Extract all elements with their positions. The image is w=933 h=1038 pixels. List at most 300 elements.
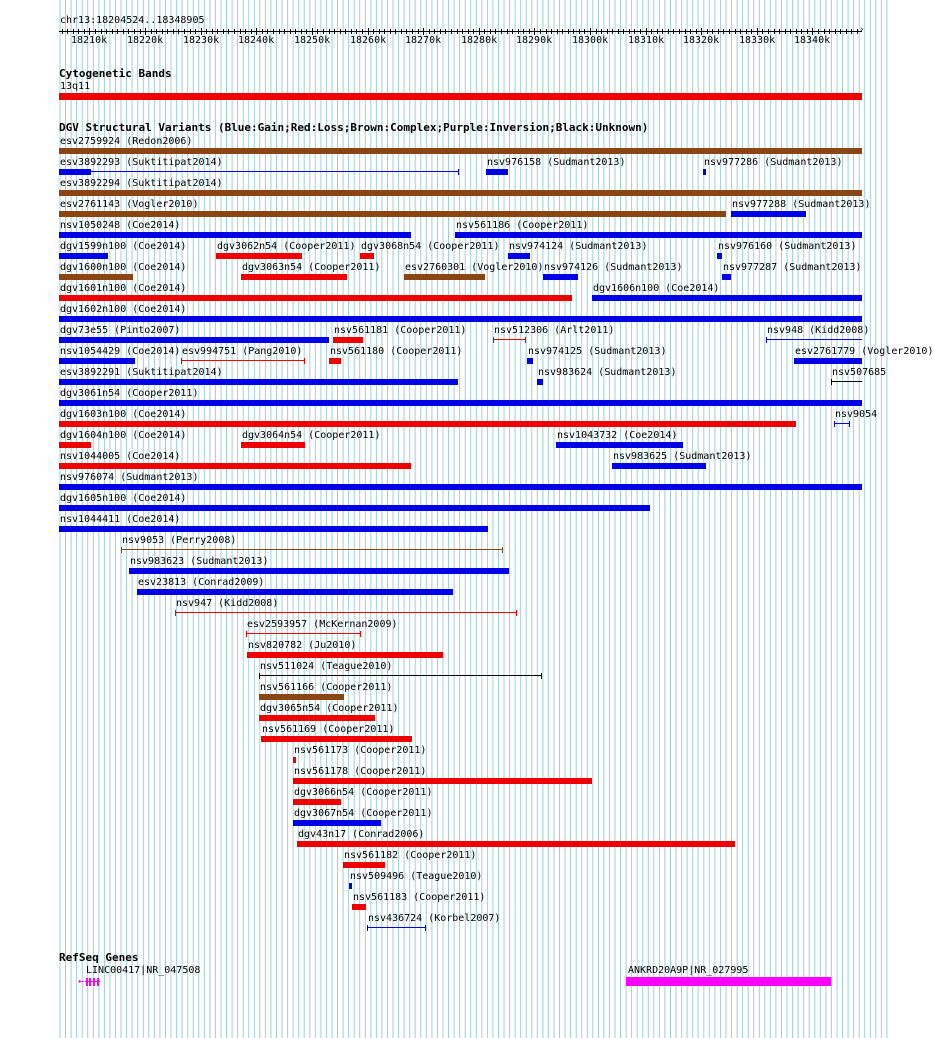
dgv-feature-bar[interactable]: [333, 337, 363, 343]
ruler-minor-tick: [462, 29, 463, 34]
dgv-feature-endcap: [831, 379, 832, 385]
dgv-feature-bar[interactable]: [527, 358, 533, 364]
ruler-minor-tick: [329, 29, 330, 34]
ruler-minor-tick: [140, 29, 141, 34]
ruler-minor-tick: [217, 29, 218, 34]
ruler-tick-label: 18340k: [794, 35, 831, 46]
ruler-minor-tick: [323, 29, 324, 34]
ruler-tick-label: 18230k: [183, 35, 220, 46]
dgv-feature-label[interactable]: nsv974125 (Sudmant2013): [528, 346, 667, 357]
dgv-feature-interval-line[interactable]: [246, 633, 360, 634]
dgv-feature-label[interactable]: dgv73e55 (Pinto2007): [60, 325, 181, 336]
ruler-minor-tick: [523, 29, 524, 34]
ruler-minor-tick: [562, 29, 563, 34]
ruler-minor-tick: [273, 29, 274, 34]
ruler-minor-tick: [251, 29, 252, 34]
ruler-tick-label: 18220k: [127, 35, 164, 46]
ruler-tick-label: 18260k: [350, 35, 387, 46]
dgv-feature-bar[interactable]: [216, 253, 302, 259]
ruler-axis: [59, 31, 862, 32]
cytoband-bar[interactable]: [59, 93, 862, 100]
dgv-feature-label[interactable]: nsv983623 (Sudmant2013): [130, 556, 269, 567]
dgv-feature-gap-line[interactable]: [91, 171, 458, 172]
ruler-tick-label: 18280k: [461, 35, 498, 46]
ruler-minor-tick: [356, 29, 357, 34]
dgv-track-title: DGV Structural Variants (Blue:Gain;Red:Loss;Brown:Complex;Purple:Inversion;Black:Unknown): [59, 121, 649, 134]
dgv-feature-bar[interactable]: [59, 463, 411, 469]
ruler-minor-tick: [835, 29, 836, 34]
ruler-major-tick: [368, 28, 369, 35]
dgv-feature-bar[interactable]: [703, 169, 706, 175]
dgv-feature-bar[interactable]: [261, 736, 412, 742]
dgv-feature-label[interactable]: dgv1600n100 (Coe2014): [60, 262, 187, 273]
ruler-minor-tick: [340, 29, 341, 34]
ruler-minor-tick: [334, 29, 335, 34]
dgv-feature-bar[interactable]: [794, 358, 862, 364]
ruler-minor-tick: [112, 29, 113, 34]
ruler-minor-tick: [167, 29, 168, 34]
dgv-feature-endcap: [425, 925, 426, 931]
dgv-feature-endcap: [502, 547, 503, 553]
ruler-tick-label: 18330k: [739, 35, 776, 46]
dgv-feature-bar[interactable]: [59, 358, 135, 364]
dgv-feature-endcap: [367, 925, 368, 931]
dgv-feature-label[interactable]: nsv947 (Kidd2008): [176, 598, 279, 609]
dgv-feature-bar[interactable]: [612, 463, 706, 469]
dgv-feature-endcap: [360, 631, 361, 637]
dgv-feature-bar[interactable]: [293, 799, 341, 805]
ruler-minor-tick: [223, 29, 224, 34]
ruler-minor-tick: [507, 29, 508, 34]
ruler-minor-tick: [818, 29, 819, 34]
dgv-feature-label[interactable]: nsv561183 (Cooper2011): [353, 892, 486, 903]
ruler-minor-tick: [623, 29, 624, 34]
dgv-feature-bar[interactable]: [404, 274, 485, 280]
ruler-minor-tick: [546, 29, 547, 34]
ruler-minor-tick: [173, 29, 174, 34]
dgv-feature-bar[interactable]: [537, 379, 543, 385]
ruler-minor-tick: [390, 29, 391, 34]
dgv-feature-label[interactable]: nsv511024 (Teague2010): [260, 661, 393, 672]
dgv-feature-bar[interactable]: [259, 715, 375, 721]
ruler-major-tick: [590, 28, 591, 35]
dgv-feature-bar[interactable]: [129, 568, 509, 574]
dgv-feature-bar[interactable]: [59, 379, 458, 385]
ruler-minor-tick: [551, 29, 552, 34]
ruler-minor-tick: [440, 29, 441, 34]
ruler-minor-tick: [568, 29, 569, 34]
ruler-minor-tick: [735, 29, 736, 34]
ruler-minor-tick: [184, 29, 185, 34]
ruler-minor-tick: [362, 29, 363, 34]
dgv-feature-endcap: [516, 610, 517, 616]
ruler-minor-tick: [512, 29, 513, 34]
dgv-feature-label[interactable]: nsv974124 (Sudmant2013): [509, 241, 648, 252]
ruler-minor-tick: [379, 29, 380, 34]
ruler-minor-tick: [673, 29, 674, 34]
dgv-feature-bar[interactable]: [59, 232, 411, 238]
dgv-feature-bar[interactable]: [137, 589, 453, 595]
dgv-feature-bar[interactable]: [59, 253, 108, 259]
dgv-feature-label[interactable]: nsv948 (Kidd2008): [767, 325, 870, 336]
dgv-feature-label[interactable]: esv2761143 (Vogler2010): [60, 199, 199, 210]
dgv-feature-endcap: [304, 358, 305, 364]
dgv-feature-label[interactable]: dgv1604n100 (Coe2014): [60, 430, 187, 441]
dgv-feature-bar[interactable]: [259, 694, 344, 700]
ruler-minor-tick: [151, 29, 152, 34]
ruler-minor-tick: [128, 29, 129, 34]
ruler-major-tick: [812, 28, 813, 35]
dgv-feature-bar[interactable]: [293, 757, 296, 763]
dgv-feature-bar[interactable]: [59, 442, 91, 448]
dgv-feature-label[interactable]: nsv9053 (Perry2008): [122, 535, 237, 546]
ruler-minor-tick: [279, 29, 280, 34]
ruler-minor-tick: [306, 29, 307, 34]
ruler-minor-tick: [106, 29, 107, 34]
ruler-minor-tick: [206, 29, 207, 34]
dgv-feature-bar[interactable]: [349, 883, 352, 889]
dgv-feature-label[interactable]: nsv512306 (Arlt2011): [494, 325, 615, 336]
dgv-feature-bar[interactable]: [59, 211, 726, 217]
ruler-minor-tick: [73, 29, 74, 34]
ruler-minor-tick: [573, 29, 574, 34]
dgv-feature-bar[interactable]: [329, 358, 341, 364]
ruler-minor-tick: [824, 29, 825, 34]
ruler-minor-tick: [373, 29, 374, 34]
dgv-feature-label[interactable]: nsv974126 (Sudmant2013): [544, 262, 683, 273]
dgv-feature-label[interactable]: nsv561181 (Cooper2011): [334, 325, 467, 336]
ruler-major-tick: [312, 28, 313, 35]
dgv-feature-interval-line[interactable]: [834, 423, 849, 424]
dgv-feature-bar[interactable]: [59, 505, 650, 511]
ruler-minor-tick: [774, 29, 775, 34]
ruler-minor-tick: [796, 29, 797, 34]
dgv-feature-label[interactable]: nsv561186 (Cooper2011): [456, 220, 589, 231]
dgv-feature-label[interactable]: esv3892293 (Suktitipat2014): [60, 157, 223, 168]
dgv-feature-label[interactable]: dgv1602n100 (Coe2014): [60, 304, 187, 315]
dgv-feature-label[interactable]: nsv977286 (Sudmant2013): [704, 157, 843, 168]
ruler-minor-tick: [640, 29, 641, 34]
dgv-feature-label[interactable]: dgv3066n54 (Cooper2011): [294, 787, 433, 798]
ruler-minor-tick: [84, 29, 85, 34]
dgv-feature-label[interactable]: nsv1044411 (Coe2014): [60, 514, 181, 525]
ruler-minor-tick: [195, 29, 196, 34]
dgv-feature-bar[interactable]: [59, 421, 796, 427]
ruler-minor-tick: [607, 29, 608, 34]
ruler-major-tick: [701, 28, 702, 35]
dgv-feature-bar[interactable]: [455, 232, 862, 238]
ruler-major-tick: [423, 28, 424, 35]
dgv-feature-label[interactable]: esv2593957 (McKernan2009): [247, 619, 398, 630]
dgv-feature-endcap: [458, 169, 459, 175]
dgv-feature-label[interactable]: dgv1606n100 (Coe2014): [593, 283, 720, 294]
dgv-feature-interval-line[interactable]: [121, 549, 502, 550]
dgv-feature-label[interactable]: nsv1050248 (Coe2014): [60, 220, 181, 231]
ruler-minor-tick: [846, 29, 847, 34]
dgv-feature-bar[interactable]: [360, 253, 374, 259]
ruler-tick-label: 18310k: [628, 35, 665, 46]
dgv-feature-endcap: [259, 673, 260, 679]
dgv-feature-label[interactable]: esv2761779 (Vogler2010): [795, 346, 933, 357]
dgv-feature-endcap: [541, 673, 542, 679]
gene-intron-line: [85, 981, 100, 982]
ruler-minor-tick: [612, 29, 613, 34]
ruler-minor-tick: [679, 29, 680, 34]
dgv-feature-label[interactable]: nsv983625 (Sudmant2013): [613, 451, 752, 462]
ruler-minor-tick: [484, 29, 485, 34]
ruler-minor-tick: [351, 29, 352, 34]
gene-bar[interactable]: [626, 977, 831, 986]
cytoband-label: 13q11: [60, 81, 91, 92]
dgv-feature-label[interactable]: dgv3064n54 (Cooper2011): [242, 430, 381, 441]
dgv-feature-label[interactable]: dgv1603n100 (Coe2014): [60, 409, 187, 420]
ruler-minor-tick: [445, 29, 446, 34]
ruler-major-tick: [534, 28, 535, 35]
dgv-feature-bar[interactable]: [717, 253, 722, 259]
dgv-feature-endcap: [121, 547, 122, 553]
gene-exon: [86, 978, 88, 986]
dgv-feature-label[interactable]: nsv436724 (Korbel2007): [368, 913, 501, 924]
dgv-feature-label[interactable]: dgv1599n100 (Coe2014): [60, 241, 187, 252]
ruler-minor-tick: [768, 29, 769, 34]
dgv-feature-label[interactable]: nsv977288 (Sudmant2013): [732, 199, 871, 210]
ruler-minor-tick: [829, 29, 830, 34]
dgv-feature-bar[interactable]: [343, 862, 385, 868]
dgv-feature-bar[interactable]: [722, 274, 731, 280]
ruler-minor-tick: [518, 29, 519, 34]
ruler-minor-tick: [840, 29, 841, 34]
refseq-gene-label[interactable]: LINC00417|NR_047508: [86, 965, 201, 976]
dgv-feature-bar[interactable]: [247, 652, 443, 658]
ruler-minor-tick: [95, 29, 96, 34]
dgv-feature-bar[interactable]: [486, 169, 508, 175]
dgv-feature-endcap: [766, 337, 767, 343]
dgv-feature-label[interactable]: nsv976158 (Sudmant2013): [487, 157, 626, 168]
dgv-feature-bar[interactable]: [59, 169, 91, 175]
ruler-minor-tick: [178, 29, 179, 34]
dgv-feature-label[interactable]: dgv3065n54 (Cooper2011): [260, 703, 399, 714]
dgv-feature-label[interactable]: dgv1605n100 (Coe2014): [60, 493, 187, 504]
dgv-feature-bar[interactable]: [293, 778, 592, 784]
ruler-minor-tick: [618, 29, 619, 34]
dgv-feature-bar[interactable]: [241, 442, 305, 448]
dgv-feature-endcap: [834, 421, 835, 427]
ruler-minor-tick: [406, 29, 407, 34]
dgv-feature-label[interactable]: nsv509496 (Teague2010): [350, 871, 483, 882]
ruler-minor-tick: [401, 29, 402, 34]
dgv-feature-label[interactable]: esv3892294 (Suktitipat2014): [60, 178, 223, 189]
dgv-feature-bar[interactable]: [59, 295, 572, 301]
dgv-feature-label[interactable]: nsv820782 (Ju2010): [248, 640, 357, 651]
dgv-feature-interval-line[interactable]: [493, 339, 525, 340]
dgv-feature-interval-line[interactable]: [367, 927, 425, 928]
ruler-major-tick: [145, 28, 146, 35]
dgv-feature-label[interactable]: nsv976074 (Sudmant2013): [60, 472, 199, 483]
ruler-minor-tick: [123, 29, 124, 34]
dgv-feature-bar[interactable]: [59, 484, 862, 490]
ruler-minor-tick: [651, 29, 652, 34]
dgv-feature-bar[interactable]: [59, 148, 862, 154]
refseq-gene-label[interactable]: ANKRD20A9P|NR_027995: [628, 965, 749, 976]
dgv-feature-endcap: [493, 337, 494, 343]
ruler-minor-tick: [762, 29, 763, 34]
dgv-feature-label[interactable]: nsv1054429 (Coe2014): [60, 346, 181, 357]
ruler-arrow-right-icon: ›: [859, 25, 865, 35]
dgv-feature-bar[interactable]: [297, 841, 735, 847]
ruler-minor-tick: [429, 29, 430, 34]
ruler-minor-tick: [501, 29, 502, 34]
dgv-feature-bar[interactable]: [293, 820, 381, 826]
ruler-minor-tick: [245, 29, 246, 34]
dgv-feature-label[interactable]: nsv9054: [835, 409, 878, 420]
dgv-feature-label[interactable]: dgv3062n54 (Cooper2011): [217, 241, 356, 252]
ruler-tick-label: 18320k: [683, 35, 720, 46]
dgv-feature-label[interactable]: esv2759924 (Redon2006): [60, 136, 193, 147]
dgv-feature-interval-line[interactable]: [175, 612, 516, 613]
ruler-minor-tick: [284, 29, 285, 34]
ruler-minor-tick: [779, 29, 780, 34]
ruler-minor-tick: [101, 29, 102, 34]
dgv-feature-label[interactable]: dgv3067n54 (Cooper2011): [294, 808, 433, 819]
ruler-major-tick: [256, 28, 257, 35]
dgv-feature-bar[interactable]: [556, 442, 683, 448]
ruler-minor-tick: [301, 29, 302, 34]
ruler-major-tick: [479, 28, 480, 35]
ruler-minor-tick: [457, 29, 458, 34]
dgv-feature-bar[interactable]: [592, 295, 862, 301]
ruler-minor-tick: [490, 29, 491, 34]
ruler-minor-tick: [723, 29, 724, 34]
dgv-feature-bar[interactable]: [59, 400, 862, 406]
cytoband-track-title: Cytogenetic Bands: [59, 67, 172, 80]
ruler-minor-tick: [156, 29, 157, 34]
dgv-feature-label[interactable]: nsv561173 (Cooper2011): [294, 745, 427, 756]
dgv-feature-label[interactable]: dgv3068n54 (Cooper2011): [361, 241, 500, 252]
dgv-feature-label[interactable]: dgv3061n54 (Cooper2011): [60, 388, 199, 399]
ruler-tick-label: 18250k: [294, 35, 331, 46]
gene-exon: [93, 978, 95, 986]
dgv-feature-endcap: [849, 421, 850, 427]
ruler-minor-tick: [785, 29, 786, 34]
ruler-minor-tick: [234, 29, 235, 34]
ruler-minor-tick: [634, 29, 635, 34]
dgv-feature-bar[interactable]: [59, 526, 488, 532]
ruler-minor-tick: [629, 29, 630, 34]
dgv-feature-bar[interactable]: [241, 274, 347, 280]
dgv-feature-bar[interactable]: [508, 253, 530, 259]
dgv-feature-label[interactable]: dgv1601n100 (Coe2014): [60, 283, 187, 294]
ruler-minor-tick: [685, 29, 686, 34]
ruler-minor-tick: [540, 29, 541, 34]
ruler-minor-tick: [418, 29, 419, 34]
ruler-minor-tick: [62, 29, 63, 34]
gene-exon-glyph[interactable]: [78, 976, 108, 987]
dgv-feature-endcap: [246, 631, 247, 637]
dgv-feature-label[interactable]: nsv976160 (Sudmant2013): [718, 241, 857, 252]
ruler-tick-label: 18300k: [572, 35, 609, 46]
dgv-feature-bar[interactable]: [352, 904, 366, 910]
ruler-minor-tick: [295, 29, 296, 34]
ruler-tick-label: 18270k: [405, 35, 442, 46]
ruler-minor-tick: [668, 29, 669, 34]
dgv-feature-interval-line[interactable]: [259, 675, 541, 676]
ruler-minor-tick: [395, 29, 396, 34]
region-label: chr13:18204524..18348905: [60, 15, 205, 26]
ruler-minor-tick: [228, 29, 229, 34]
dgv-feature-endcap: [525, 337, 526, 343]
dgv-feature-bar[interactable]: [59, 190, 862, 196]
ruler-minor-tick: [662, 29, 663, 34]
dgv-feature-bar[interactable]: [59, 337, 329, 343]
ruler-major-tick: [757, 28, 758, 35]
ruler-minor-tick: [596, 29, 597, 34]
dgv-feature-bar[interactable]: [59, 274, 133, 280]
ruler-minor-tick: [601, 29, 602, 34]
dgv-feature-label[interactable]: nsv1043732 (Coe2014): [557, 430, 678, 441]
dgv-feature-interval-line[interactable]: [181, 360, 304, 361]
dgv-feature-endcap: [181, 358, 182, 364]
ruler-minor-tick: [412, 29, 413, 34]
dgv-feature-label[interactable]: dgv3063n54 (Cooper2011): [242, 262, 381, 273]
gene-exon: [97, 978, 99, 986]
ruler-major-tick: [646, 28, 647, 35]
ruler-minor-tick: [468, 29, 469, 34]
ruler-tick-label: 18240k: [238, 35, 275, 46]
dgv-feature-label[interactable]: dgv43n17 (Conrad2006): [298, 829, 425, 840]
dgv-feature-bar[interactable]: [59, 316, 862, 322]
ruler-minor-tick: [801, 29, 802, 34]
dgv-feature-label[interactable]: esv23813 (Conrad2009): [138, 577, 265, 588]
dgv-feature-label[interactable]: nsv977287 (Sudmant2013): [723, 262, 862, 273]
dgv-feature-bar[interactable]: [731, 211, 806, 217]
dgv-feature-label[interactable]: esv3892291 (Suktitipat2014): [60, 367, 223, 378]
ruler-minor-tick: [718, 29, 719, 34]
dgv-feature-label[interactable]: esv2760301 (Vogler2010): [405, 262, 544, 273]
gene-exon: [89, 978, 91, 986]
ruler-minor-tick: [434, 29, 435, 34]
ruler-minor-tick: [657, 29, 658, 34]
dgv-feature-label[interactable]: nsv561166 (Cooper2011): [260, 682, 393, 693]
dgv-feature-label[interactable]: nsv561180 (Cooper2011): [330, 346, 463, 357]
ruler-minor-tick: [384, 29, 385, 34]
ruler-tick-label: 18210k: [71, 35, 108, 46]
ruler-minor-tick: [707, 29, 708, 34]
dgv-feature-label[interactable]: nsv561182 (Cooper2011): [344, 850, 477, 861]
ruler-minor-tick: [851, 29, 852, 34]
dgv-feature-label[interactable]: esv994751 (Pang2010): [182, 346, 303, 357]
dgv-feature-label[interactable]: nsv561178 (Cooper2011): [294, 766, 427, 777]
dgv-feature-label[interactable]: nsv1044005 (Coe2014): [60, 451, 181, 462]
dgv-feature-interval-line[interactable]: [766, 339, 862, 340]
ruler-minor-tick: [740, 29, 741, 34]
dgv-feature-bar[interactable]: [543, 274, 578, 280]
ruler-major-tick: [201, 28, 202, 35]
dgv-feature-label[interactable]: nsv507685: [832, 367, 887, 378]
dgv-feature-interval-line[interactable]: [831, 381, 862, 382]
ruler-minor-tick: [190, 29, 191, 34]
ruler-minor-tick: [117, 29, 118, 34]
dgv-feature-label[interactable]: nsv561169 (Cooper2011): [262, 724, 395, 735]
ruler-minor-tick: [696, 29, 697, 34]
ruler-minor-tick: [134, 29, 135, 34]
ruler-major-tick: [89, 28, 90, 35]
dgv-feature-label[interactable]: nsv983624 (Sudmant2013): [538, 367, 677, 378]
ruler-minor-tick: [240, 29, 241, 34]
strand-arrow-left-icon: ←: [78, 976, 85, 987]
ruler-tick-label: 18290k: [516, 35, 553, 46]
ruler-minor-tick: [67, 29, 68, 34]
ruler-minor-tick: [162, 29, 163, 34]
